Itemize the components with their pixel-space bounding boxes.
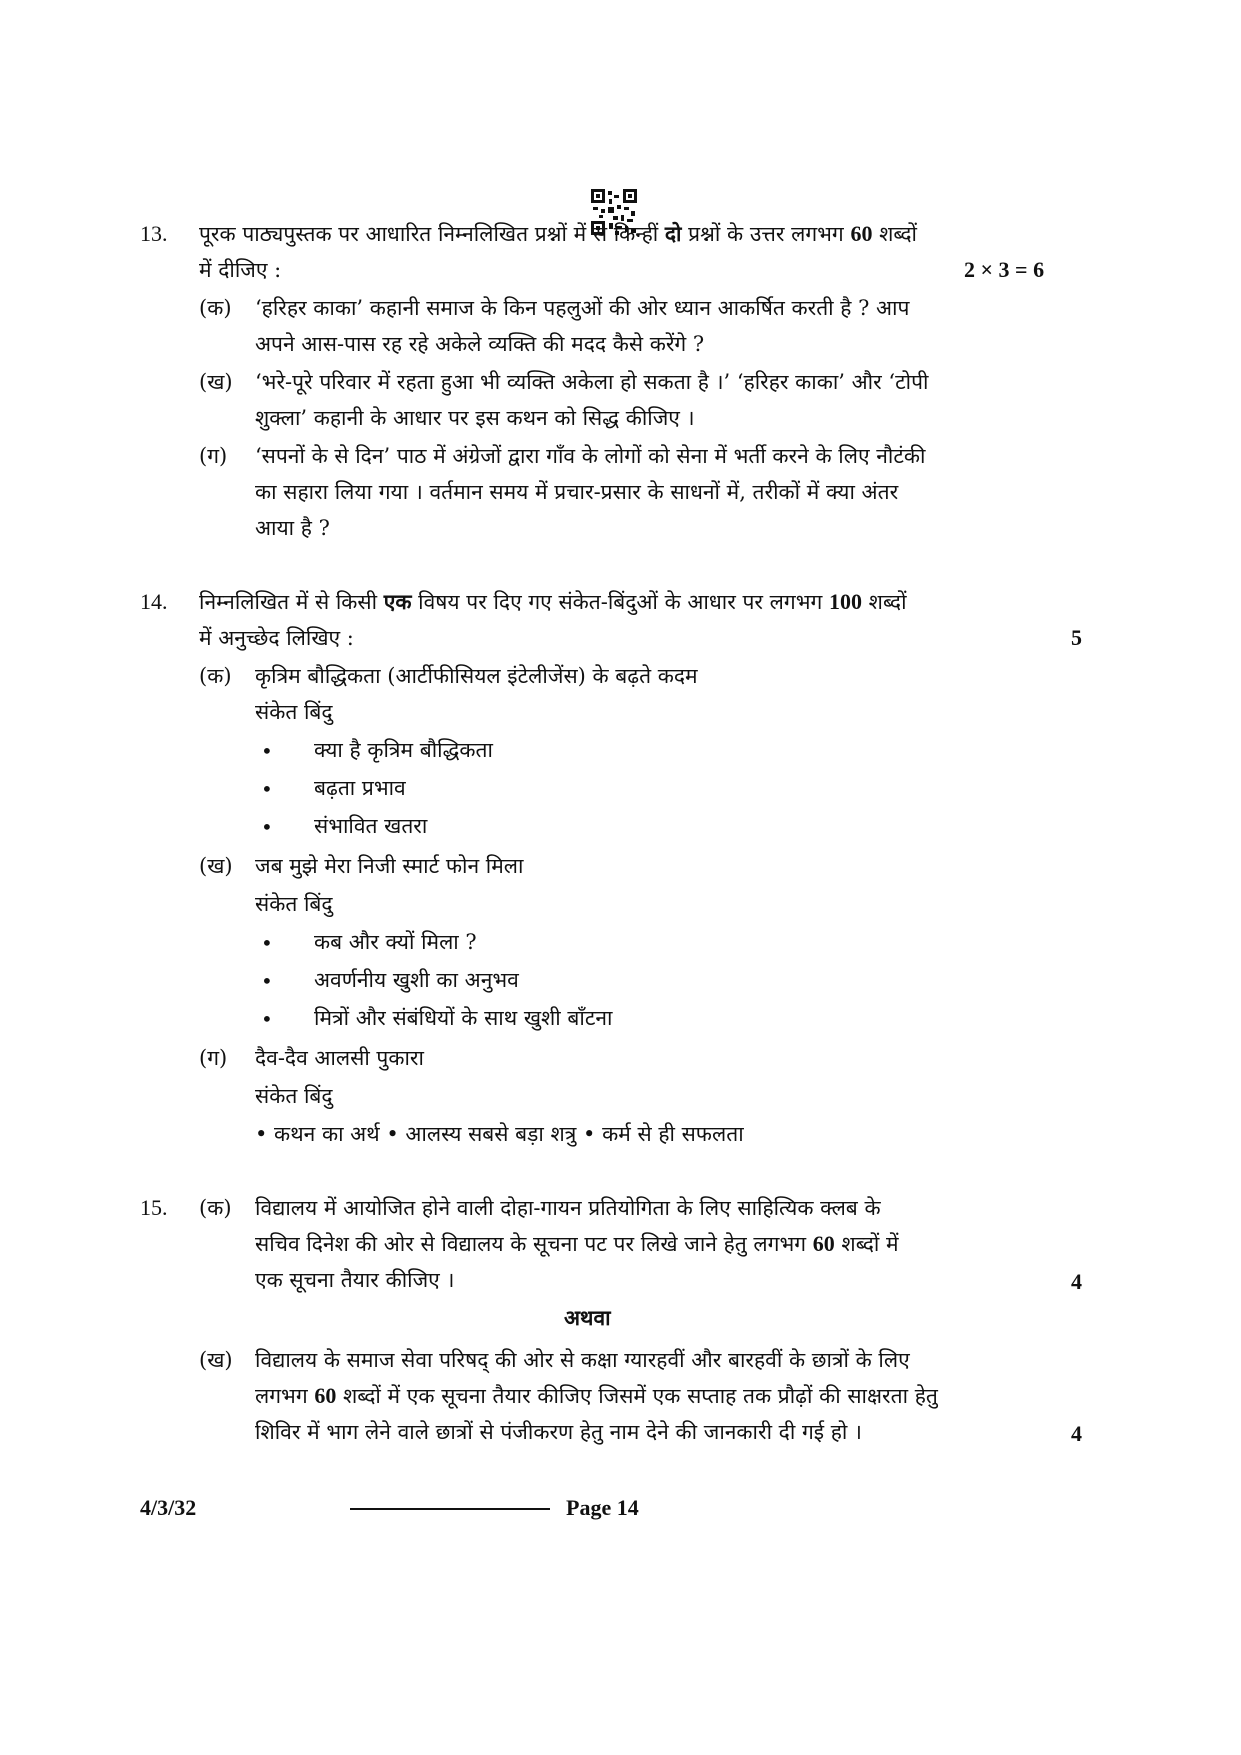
bullet-icon: •	[261, 739, 273, 763]
hint-label: संकेत बिंदु	[255, 700, 333, 724]
hint-point: बढ़ता प्रभाव	[314, 776, 406, 800]
question-15-part-b-line1: विद्यालय के समाज सेवा परिषद् की ओर से कक्षा ग्यारहवीं और बारहवीं के छात्रों के लिए	[255, 1348, 910, 1372]
hint-point: कब और क्यों मिला ?	[314, 930, 477, 954]
question-15-part-label: (ख)	[199, 1348, 233, 1372]
bullet-icon: •	[261, 931, 273, 955]
question-14-part-label: (क)	[199, 664, 232, 688]
hint-point: क्या है कृत्रिम बौद्धिकता	[314, 738, 493, 762]
question-13-part-label: (ख)	[199, 370, 233, 394]
question-14-text-line1: निम्नलिखित में से किसी एक विषय पर दिए गए संकेत-बिंदुओं के आधार पर लगभग 100 शब्दों	[199, 589, 907, 614]
bullet-icon: •	[261, 777, 273, 801]
question-13-part-b-line1: ‘भरे-पूरे परिवार में रहता हुआ भी व्यक्ति अकेला हो सकता है ।’ ‘हरिहर काका’ और ‘टोपी	[255, 370, 929, 394]
hint-points-inline: • कथन का अर्थ • आलस्य सबसे बड़ा शत्रु • कर्म से ही सफलता	[255, 1122, 744, 1146]
question-15-part-b-marks: 4	[1071, 1421, 1082, 1446]
question-13-marks: 2 × 3 = 6	[964, 257, 1045, 282]
question-13-part-b-line2: शुक्ला’ कहानी के आधार पर इस कथन को सिद्ध कीजिए ।	[255, 406, 695, 430]
page-number: Page 14	[566, 1495, 639, 1520]
question-14-part-a-title: कृत्रिम बौद्धिकता (आर्टीफीसियल इंटेलीजेंस) के बढ़ते कदम	[255, 664, 698, 688]
question-14-marks: 5	[1071, 625, 1082, 650]
paper-code: 4/3/32	[140, 1495, 197, 1520]
question-14-number: 14.	[140, 589, 168, 614]
question-13-part-c-line2: का सहारा लिया गया । वर्तमान समय में प्रचार-प्रसार के साधनों में, तरीकों में क्या अंतर	[255, 480, 899, 504]
question-14-part-label: (ग)	[199, 1046, 228, 1070]
question-13-part-c-line3: आया है ?	[255, 516, 330, 540]
hint-point: अवर्णनीय खुशी का अनुभव	[314, 968, 519, 992]
question-13-number: 13.	[140, 221, 168, 246]
question-15-part-b-line2: लगभग 60 शब्दों में एक सूचना तैयार कीजिए जिसमें एक सप्ताह तक प्रौढ़ों की साक्षरता हेतु	[255, 1383, 938, 1408]
question-14-part-label: (ख)	[199, 854, 233, 878]
question-13-part-c-line1: ‘सपनों के से दिन’ पाठ में अंग्रेजों द्वारा गाँव के लोगों को सेना में भर्ती करने के लिए नौटंकी	[255, 444, 926, 468]
bullet-icon: •	[261, 1007, 273, 1031]
question-15-part-label: (क)	[199, 1196, 232, 1220]
question-13-part-a-line2: अपने आस-पास रह रहे अकेले व्यक्ति की मदद कैसे करेंगे ?	[255, 332, 705, 356]
question-13-part-label: (क)	[199, 296, 232, 320]
question-15-part-b-line3: शिविर में भाग लेने वाले छात्रों से पंजीकरण हेतु नाम देने की जानकारी दी गई हो ।	[255, 1420, 862, 1444]
question-13-part-label: (ग)	[199, 444, 228, 468]
question-14-part-c-title: दैव-दैव आलसी पुकारा	[255, 1046, 424, 1070]
hint-label: संकेत बिंदु	[255, 892, 333, 916]
bullet-icon: •	[261, 969, 273, 993]
question-15-part-a-line2: सचिव दिनेश की ओर से विद्यालय के सूचना पट पर लिखे जाने हेतु लगभग 60 शब्दों में	[255, 1231, 899, 1256]
question-14-part-b-title: जब मुझे मेरा निजी स्मार्ट फोन मिला	[255, 854, 524, 878]
hint-label: संकेत बिंदु	[255, 1084, 333, 1108]
question-15-part-a-marks: 4	[1071, 1269, 1082, 1294]
question-15-part-a-line3: एक सूचना तैयार कीजिए ।	[255, 1268, 455, 1292]
question-14-text-line2: में अनुच्छेद लिखिए :	[199, 626, 354, 650]
question-13-text-line2: में दीजिए :	[199, 258, 282, 282]
question-13-part-a-line1: ‘हरिहर काका’ कहानी समाज के किन पहलुओं की ओर ध्यान आकर्षित करती है ? आप	[255, 296, 910, 320]
question-15-part-a-line1: विद्यालय में आयोजित होने वाली दोहा-गायन प्रतियोगिता के लिए साहित्यिक क्लब के	[255, 1196, 881, 1220]
question-15-number: 15.	[140, 1195, 168, 1220]
footer-rule	[350, 1508, 550, 1510]
hint-point: मित्रों और संबंधियों के साथ खुशी बाँटना	[314, 1006, 613, 1030]
or-separator: अथवा	[564, 1305, 611, 1330]
hint-point: संभावित खतरा	[314, 814, 428, 838]
question-13-text-line1: पूरक पाठ्यपुस्तक पर आधारित निम्नलिखित प्रश्नों में से किन्हीं दो प्रश्नों के उत्तर लगभग 60 शब्दों	[199, 221, 917, 246]
bullet-icon: •	[261, 815, 273, 839]
